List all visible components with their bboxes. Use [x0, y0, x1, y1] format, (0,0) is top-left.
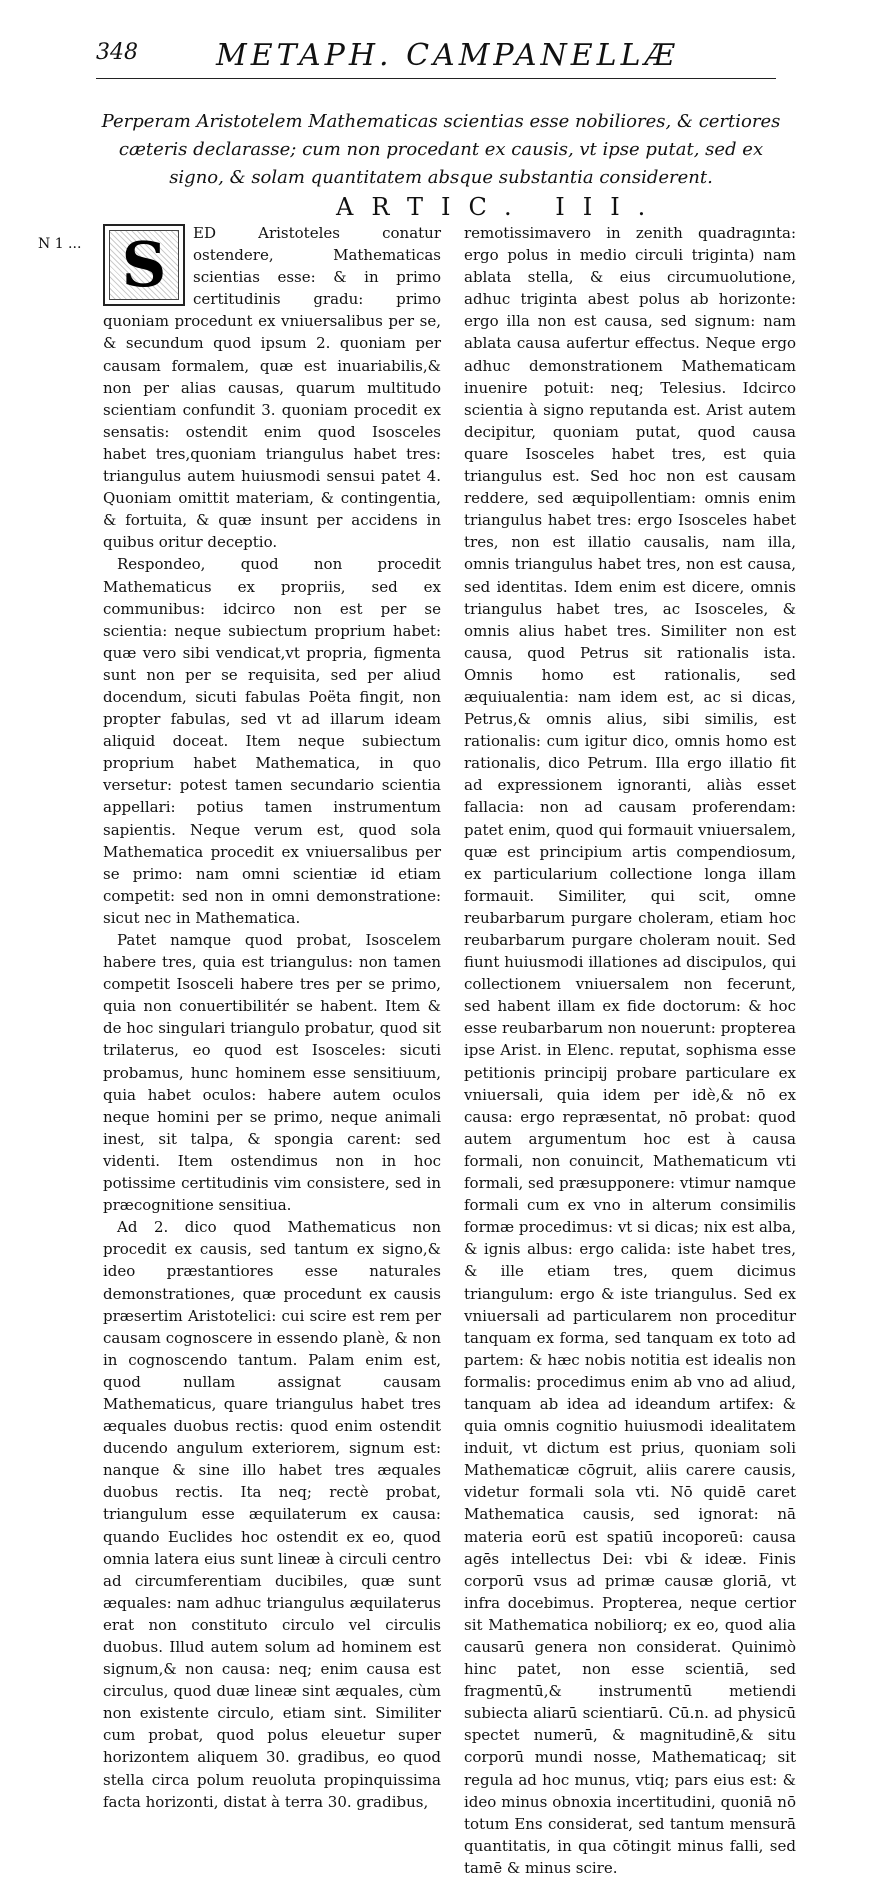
right-column — [464, 222, 796, 1879]
paragraph: Patet namque quod probat, Isoscelem habere tres, quia est triangulus: non tamen competit Isosceli habere tres per se primo, quia non conuertibilitér se habent. Item & de hoc singulari triangulo probatur, quod sit trilaterus, eo quod est Isosceles: sicuti probamus, hunc hominem esse sensitiuum, quia habet oculos: habere autem oculos neque homini per se primo, neque animali inest, sit talpa, & spongia carent: sed videnti. Item ostendimus non in hoc potissime certitudinis vim consistere, sed in præcognitione sensitiua. — [103, 931, 441, 1215]
article-label: ARTIC. III. — [336, 193, 664, 221]
paragraph: ED Aristoteles conatur ostendere, Mathematicas scientias esse: & in primo certitudinis gradu: primo quoniam procedunt ex vniuersalibus per se, & secundum quod ipsum 2. quoniam per causam formalem, quæ est inuariabilis,& non per alias causas, quarum multitudo scientiam confundit 3. quoniam procedit ex sensatis: ostendit enim quod Isosceles habet tres,quoniam triangulus habet tres: triangulus autem huiusmodi sensui patet 4. Quoniam omittit materiam, & contingentia, & fortuita, & quæ insunt per accidens in quibus oritur deceptio. — [103, 224, 441, 552]
running-head — [96, 38, 776, 79]
dropcap-ornament — [103, 224, 185, 306]
margin-mark: N 1 ... — [38, 236, 82, 252]
paragraph: remotissimavero in zenith quadragınta: ergo polus in medio circuli triginta) nam ablata stella, & eius circumuolutione, adhuc triginta abest polus ab horizonte: ergo illa non est causa, sed signum: nam ablata causa aufertur effectus. Neque ergo adhuc demonstrationem Mathematicam inuenire potuit: neq; Telesius. Idcirco scientia à signo reputanda est. Arist autem decipitur, quoniam putat, quod causa quare Isosceles habet tres, est quia triangulus est. Sed hoc non est causam reddere, sed æquipollentiam: omnis enim triangulus habet tres: ergo Isosceles habet tres, non est illatio causalis, nam illa, omnis triangulus habet tres, non est causa, sed identitas. Idem enim est dicere, omnis triangulus habet tres, ac Isosceles, & omnis alius habet tres. Similiter non est causa, quod Petrus sit rationalis ista. Omnis homo est rationalis, sed æquiualentia: nam idem est, ac si dicas, Petrus,& omnis alius, sibi similis, est rationalis: cum igitur dico, omnis homo est rationalis, dico Petrum. Illa ergo illatio fit ad expressionem ignoranti, aliàs esset fallacia: non ad causam proferendam: patet enim, quod qui formauit vniuersalem, quæ est principium artis compendiosum, ex particularium collectione longa illam formauit. Similiter, qui scit, omne reubarbarum purgare choleram, etiam hoc reubarbarum purgare choleram nouit. Sed fiunt huiusmodi illationes ad discipulos, qui collectionem vniuersalem non fecerunt, sed habent illam ex fide doctorum: & hoc esse reubarbarum non nouerunt: propterea ipse Arist. in Elenc. reputat, sophisma esse petitionis principij probare particulare ex vniuersali, quia idem per idè,& nō ex causa: ergo repræsentat, nō probat: quod autem argumentum hoc est à causa formali, non conuincit, Mathematicum vti formali, sed præsupponere: vtimur namque formali cum ex vno in alterum consimilis formæ procedimus: vt si dicas; nix est alba, & ignis albus: ergo calida: iste habet tres, & ille etiam tres, quem dicimus triangulum: ergo & iste triangulus. Sed ex vniuersali ad particularem non proceditur tanquam ex forma, sed tanquam ex toto ad partem: & hæc nobis notitia est idealis non formalis: procedimus enim ab vno ad aliud, tanquam ab idea ad ideandum artifex: & quia omnis cognitio huiusmodi idealitatem induit, vt dictum est prius, quoniam soli Mathematicæ cōgruit, aliis carere causis, videtur formali sola vti. Nō quidē caret Mathematica causis, sed ignorat: nā materia eorū est spatiū incoporeū: causa agēs intellectus Dei: vbi & ideæ. Finis corporū vsus ad primæ causæ gloriā, vt infra docebimus. Propterea, neque certior sit Mathematica nobiliorq; ex eo, quod alia causarū genera non considerat. Quinimò hinc patet, non esse scientiā, sed fragmentū,& instrumentū metiendi subiecta aliarū scientiarū. Cū.n. ad physicū spectet numerū, & magnitudinē,& situ corporū mundi nosse, Mathematicaq; sit regula ad hoc munus, vtiq; pars eius est: & ideo minus obnoxia incertitudini, quoniā nō totum Ens considerat, sed tantum mensurā quantitatis, in qua cōtingit minus falli, sed tamē & minus scire. — [464, 224, 796, 1877]
dropcap-letter: S — [121, 228, 167, 301]
left-column — [103, 222, 441, 1813]
running-title: METAPH. CAMPANELLÆ — [216, 38, 679, 73]
paragraph: Ad 2. dico quod Mathematicus non procedit ex causis, sed tantum ex signo,& ideo præstantiores esse naturales demonstrationes, quæ procedunt ex causis præsertim Aristotelici: cui scire est rem per causam cognoscere in essendo planè, & non in cognoscendo tantum. Palam enim est, quod nullam assignat causam Mathematicus, quare triangulus habet tres æquales duobus rectis: quod enim ostendit ducendo angulum exteriorem, signum est: nanque & sine illo habet tres æquales duobus rectis. Ita neq; rectè probat, triangulum esse æquilaterum ex causa: quando Euclides hoc ostendit ex eo, quod omnia latera eius sunt lineæ à circuli centro ad circumferentiam ducibiles, quæ sunt æquales: nam adhuc triangulus æquilaterus erat non constituto circulo vel circulis duobus. Illud autem solum ad hominem est signum,& non causa: neq; enim causa est circulus, quod duæ lineæ sint æquales, cùm non existente circulo, etiam sint. Similiter cum probat, quod polus eleuetur super horizontem aliquem 30. gradibus, eo quod stella circa polum reuoluta propinquissima facta horizonti, distat à terra 30. gradibus, — [103, 1218, 441, 1811]
page-number: 348 — [96, 40, 138, 65]
paragraph: Respondeo, quod non procedit Mathematicus ex propriis, sed ex communibus: idcirco non est per se scientia: neque subiectum proprium habet: quæ vero sibi vendicat,vt propria, figmenta sunt non per se requisita, sed per aliud docendum, sicuti fabulas Poëta fingit, non propter fabulas, sed vt ad illarum ideam aliquid doceat. Item neque subiectum proprium habet Mathematica, in quo versetur: potest tamen secundario scientia appellari: potius tamen instrumentum sapientis. Neque verum est, quod sola Mathematica procedit ex vniuersalibus per se primo: nam omni scientiæ id etiam competit: sed non in omni demonstratione: sicut nec in Mathematica. — [103, 555, 441, 927]
chapter-heading: Perperam Aristotelem Mathematicas scientias esse nobiliores, & certiores cæteris declarasse; cum non procedant ex causis, vt ipse putat, sed ex signo, & solam quantitatem absque substantia considerent. — [101, 111, 781, 188]
